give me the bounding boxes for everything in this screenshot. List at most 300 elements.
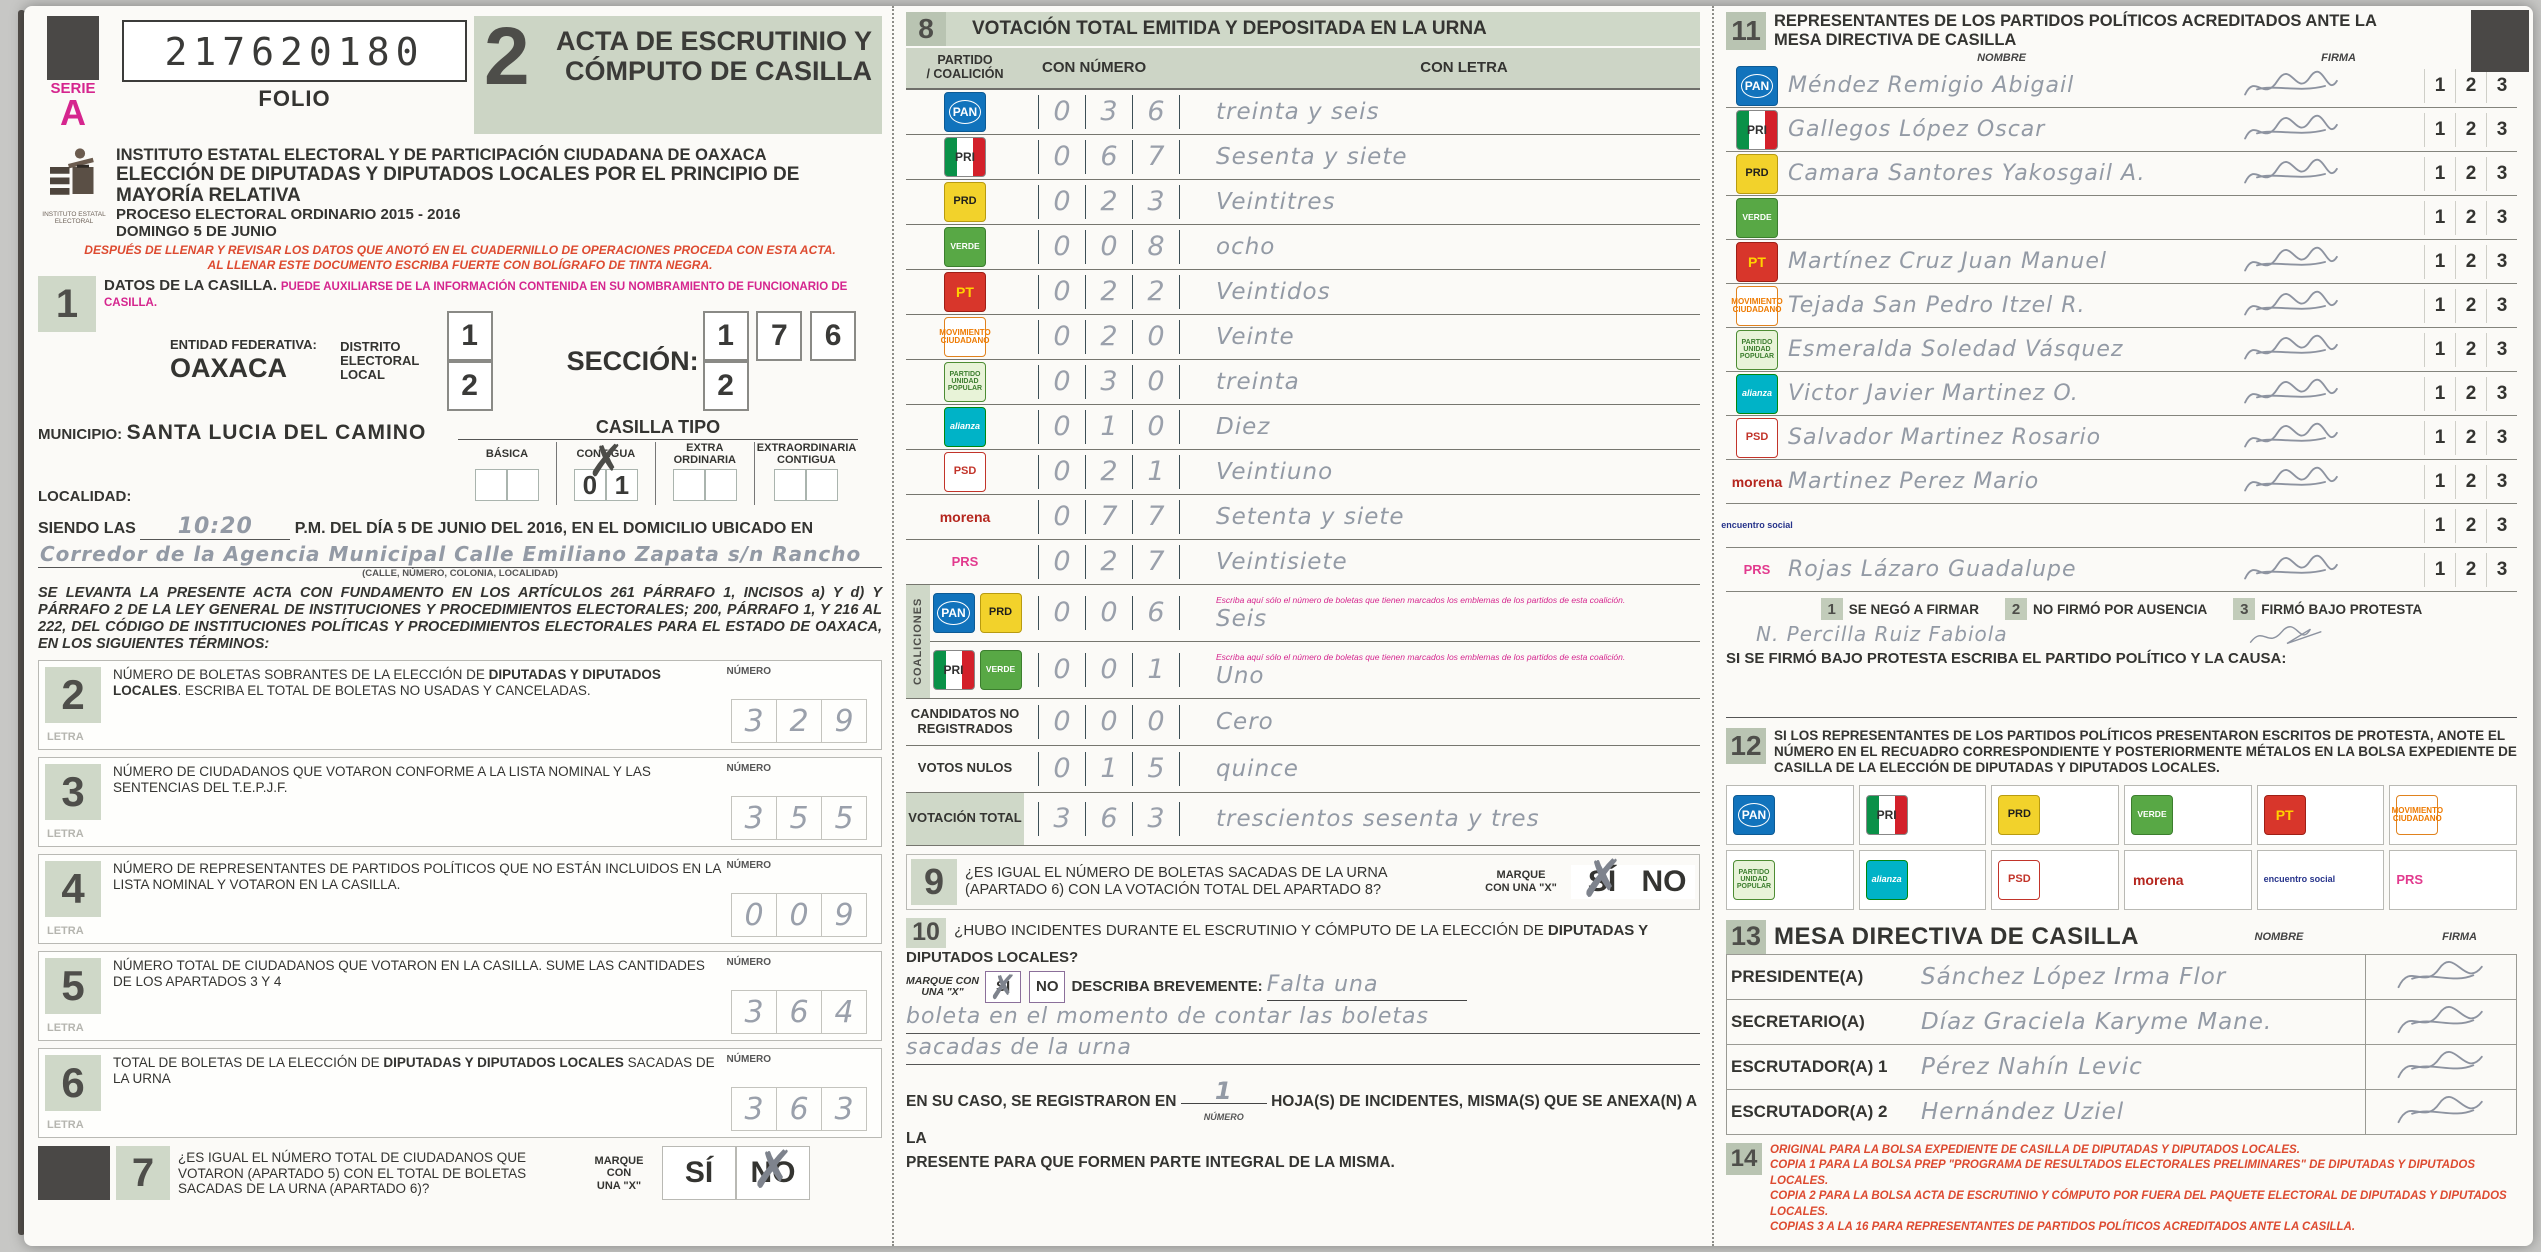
vote-digit: 7: [1133, 545, 1180, 579]
count-section: [38, 757, 882, 847]
section9-number: 9: [911, 859, 957, 905]
signature: [2216, 421, 2366, 455]
party-logo-icon: [1998, 860, 2040, 900]
mark-1: 1: [2424, 113, 2455, 147]
incident-handwritten-3: sacadas de la urna: [906, 1035, 1132, 1061]
count-digit: 0: [731, 893, 777, 937]
vote-in-words: Veintidos: [1216, 278, 1331, 305]
vote-digit: 0: [1038, 705, 1086, 739]
party-logo-label: PAN: [937, 601, 969, 625]
signature: [2216, 509, 2366, 543]
vote-in-words: Veinte: [1216, 323, 1295, 350]
institute-logo: [38, 146, 110, 240]
letra-label: LETRA: [47, 1119, 84, 1132]
signature: [2216, 113, 2366, 147]
total-votes-label: VOTACIÓN TOTAL: [906, 793, 1024, 845]
representative-row: [1726, 196, 2517, 240]
mark-1: 1: [2424, 553, 2455, 587]
coalition-logos: [930, 593, 1024, 633]
section1-titleline: [104, 277, 882, 411]
count-section-text: [113, 958, 721, 989]
count-digit: 3: [731, 990, 777, 1034]
casilla-tipo-cells: [757, 469, 856, 501]
mark-cells: [2366, 553, 2517, 587]
party-logo-label: PRD: [953, 195, 977, 207]
vote-digit: 1: [1086, 752, 1133, 786]
municipio-tipo-row: [38, 417, 882, 506]
party-logo-cell: [1726, 330, 1788, 370]
official-name: Pérez Nahín Levic: [1921, 1053, 2143, 1080]
mark-cells: [2366, 289, 2517, 323]
representative-row: [1726, 416, 2517, 460]
count-text-part: SACADAS DE LA URNA: [113, 1055, 715, 1086]
section12: [1726, 728, 2517, 910]
party-logo-label: alianza: [949, 421, 980, 431]
party-logo-label: encuentro social: [1721, 520, 1793, 530]
fill-instructions-line1: DESPUÉS DE LLENAR Y REVISAR LOS DATOS QUE ANOTÓ EN EL CUADERNILLO DE OPERACIONES PROCEDA CON ESTA ACTA.: [84, 243, 836, 258]
protest-party-boxes: [1726, 785, 2517, 910]
casilla-tipo-options: [458, 442, 858, 505]
signature-scribble-icon: [2231, 553, 2351, 587]
serie-block: [38, 16, 108, 133]
marque-word: MARQUE: [594, 1155, 644, 1168]
seccion-digit: 6: [810, 311, 856, 361]
mark-cells: [2366, 509, 2517, 543]
mark-1: 1: [2424, 289, 2455, 323]
mark-3: 3: [2486, 289, 2517, 323]
section12-number: 12: [1726, 728, 1766, 764]
count-digit: 5: [822, 796, 867, 840]
party-vote-row: [906, 540, 1700, 585]
party-logo-label: PAN: [1738, 803, 1770, 827]
casilla-tipo-label: BÁSICA: [485, 448, 529, 461]
party-logo-cell: [906, 272, 1024, 312]
vote-digit: 7: [1133, 500, 1180, 534]
count-section-text: [113, 764, 721, 795]
representative-row: [1726, 548, 2517, 592]
party-logo-icon: [1731, 286, 1783, 326]
representative-name: Esmeralda Soledad Vásquez: [1788, 337, 2124, 362]
legend-number: 2: [2005, 598, 2027, 620]
count-section: [38, 1048, 882, 1138]
party-logo-cell: [906, 137, 1024, 177]
mark-3: 3: [2486, 553, 2517, 587]
coalition-hint: Escriba aquí sólo el número de boletas que tienen marcados los emblemas de los partidos de esta coalición.: [1216, 594, 1626, 605]
protest-party-box: [1726, 850, 1854, 910]
mark-2: 2: [2455, 245, 2486, 279]
count-section-text: [113, 1055, 721, 1086]
section1-header: [38, 276, 882, 411]
casilla-tipo-digit: [507, 469, 539, 501]
null-votes-label: VOTOS NULOS: [917, 760, 1013, 776]
casilla-tipo-cells: [658, 469, 752, 501]
coalition-letra-cell: [1210, 651, 1700, 689]
left-column: [24, 6, 892, 1246]
mark-cells: [2366, 245, 2517, 279]
representative-row: [1726, 108, 2517, 152]
party-logo-label: PSD: [953, 465, 977, 477]
vote-in-words: Veintisiete: [1216, 548, 1348, 575]
mark-3: 3: [2486, 421, 2517, 455]
party-logo-label: encuentro social: [2263, 874, 2336, 885]
vote-digit: 6: [1086, 140, 1133, 174]
seccion-digit: 7: [756, 311, 802, 361]
party-logo-icon: [1730, 462, 1785, 502]
representative-row: [1726, 284, 2517, 328]
casilla-tipo-digit: [673, 469, 705, 501]
letra-label: LETRA: [47, 925, 84, 938]
signature: [2216, 465, 2366, 499]
vote-digits: [1024, 95, 1210, 129]
party-vote-row: [906, 360, 1700, 405]
mark-3: 3: [2486, 377, 2517, 411]
vote-digit: 2: [1086, 275, 1133, 309]
protest-rule: [1726, 717, 2517, 718]
official-role: SECRETARIO(A): [1731, 1011, 1865, 1031]
party-logo-label: PRD: [1745, 167, 1769, 179]
legend-item: [2005, 598, 2207, 620]
signature: [2365, 955, 2516, 999]
official-row: [1726, 954, 2517, 1000]
signature-scribble-icon: [2231, 289, 2351, 323]
institute-name: INSTITUTO ESTATAL ELECTORAL Y DE PARTICIPACIÓN CIUDADANA DE OAXACA: [116, 146, 767, 164]
letra-label: LETRA: [47, 731, 84, 744]
col-party-header: [906, 48, 1024, 88]
mark-2: 2: [2455, 421, 2486, 455]
fill-instructions: [38, 243, 882, 273]
legal-paragraph: SE LEVANTA LA PRESENTE ACTA CON FUNDAMENTO EN LOS ARTÍCULOS 261 PÁRRAFO 1, INCISOS a) Y d) Y PÁRRAFO 2 DE LA LEY GENERAL DE INSTITUCIONES Y PROCEDIMIENTOS ELECTORALES; 200, PÁRRAFO 1, Y 216 AL 222, DEL CÓDIGO DE INSTITUCIONES POLÍTICAS Y PROCEDIMIENTOS ELECTORALES PARA EL ESTADO DE OAXACA, EN LOS SIGUIENTES TÉRMINOS:: [38, 585, 882, 653]
count-digit: 9: [822, 893, 867, 937]
party-logo-label: PARTIDO UNIDAD POPULAR: [1736, 869, 1772, 891]
party-logo-label: morena: [1731, 473, 1783, 490]
party-logo-icon: [1866, 860, 1908, 900]
party-logo-icon: [2264, 795, 2306, 835]
representative-name: Gallegos López Oscar: [1788, 117, 2046, 142]
mark-1: 1: [2424, 333, 2455, 367]
institute-logo-caption: INSTITUTO ESTATAL ELECTORAL: [42, 211, 106, 226]
municipio-value: SANTA LUCIA DEL CAMINO: [126, 421, 427, 445]
institute-block: [38, 146, 882, 240]
count-digit: 0: [777, 893, 822, 937]
party-logo-label: PRD: [988, 606, 1013, 618]
casilla-tipo-digit: [774, 469, 806, 501]
vote-in-words: Veintitres: [1216, 188, 1336, 215]
party-logo-icon: [2391, 795, 2444, 835]
count-section: [38, 660, 882, 750]
party-logo-cell: [1721, 506, 1793, 546]
numero-label: NÚMERO: [726, 860, 771, 872]
signature-scribble-icon: [2231, 333, 2351, 367]
fill-instructions-line2: AL LLENAR ESTE DOCUMENTO ESCRIBA FUERTE CON BOLÍGRAFO DE TINTA NEGRA.: [207, 258, 713, 273]
vote-digit: 7: [1133, 140, 1180, 174]
coalitions-label: COALICIONES: [906, 585, 930, 698]
party-logo-icon: [944, 182, 986, 222]
entidad-value: OAXACA: [170, 352, 288, 383]
casilla-tipo-option: [755, 442, 858, 505]
party-logo-icon: [1736, 242, 1778, 282]
letra-label: LETRA: [47, 1022, 84, 1035]
protest-label: SI SE FIRMÓ BAJO PROTESTA ESCRIBA EL PARTIDO POLÍTICO Y LA CAUSA:: [1726, 650, 2287, 667]
note-post: HOJA(S) DE INCIDENTES, MISMA(S) QUE SE ANEXA(N) A LA: [906, 1093, 1697, 1148]
section7: [38, 1146, 882, 1200]
vote-digit: 0: [1133, 705, 1180, 739]
mark-cells: [2366, 421, 2517, 455]
mark-cells: [2366, 69, 2517, 103]
official-role: PRESIDENTE(A): [1731, 966, 1864, 986]
section1-title: DATOS DE LA CASILLA.: [104, 277, 278, 295]
count-digit-cells: [731, 699, 867, 743]
mark-cells: [2366, 201, 2517, 235]
section11-title: REPRESENTANTES DE LOS PARTIDOS POLÍTICOS ACREDITADOS ANTE LA MESA DIRECTIVA DE CASILLA: [1774, 12, 2377, 49]
sheets-count: [1181, 1079, 1267, 1127]
representative-row: [1726, 64, 2517, 108]
representative-name: Tejada San Pedro Itzel R.: [1788, 293, 2086, 318]
section11-header: [1726, 12, 2517, 50]
signature: [2216, 245, 2366, 279]
vote-digit: 0: [1038, 185, 1086, 219]
count-section-number: 6: [45, 1055, 101, 1111]
party-vote-row: [906, 225, 1700, 270]
legend-text: SE NEGÓ A FIRMAR: [1848, 601, 1979, 617]
party-logo-label: PRS: [2396, 872, 2424, 888]
count-section-number: 4: [45, 861, 101, 917]
vote-in-words: Diez: [1216, 413, 1271, 440]
numero-label: NÚMERO: [726, 666, 771, 678]
vote-digit: 0: [1038, 230, 1086, 264]
party-logo-label: MOVIMIENTO CIUDADANO: [1731, 296, 1783, 314]
count-text-part: NÚMERO TOTAL DE CIUDADANOS QUE VOTARON EN LA CASILLA. SUME LAS CANTIDADES DE LOS APARTADOS 3 Y 4: [113, 958, 705, 989]
section11-number: 11: [1726, 12, 1766, 50]
vote-digit: 8: [1133, 230, 1180, 264]
no-cell-marked: NO ✗: [736, 1146, 810, 1200]
nombre-label: NOMBRE: [1977, 52, 2026, 64]
acta-title-box: [474, 11, 882, 134]
count-digit: 5: [777, 796, 822, 840]
party-logo-cell: [906, 92, 1024, 132]
signature-scribble-icon: [2231, 245, 2351, 279]
distribution-note-line: COPIA 1 PARA LA BOLSA PREP "PROGRAMA DE RESULTADOS ELECTORALES PRELIMINARES" DE DIPUTADAS Y DIPUTADOS LOCALES.: [1770, 1159, 2476, 1187]
numero-label: NÚMERO: [726, 1054, 771, 1066]
count-text-part: NÚMERO DE CIUDADANOS QUE VOTARON CONFORME A LA LISTA NOMINAL Y LAS SENTENCIAS DEL T.E.P.J.F.: [113, 764, 651, 795]
process-line: PROCESO ELECTORAL ORDINARIO 2015 - 2016: [116, 206, 461, 224]
marque-word: UNA "X": [596, 1179, 642, 1192]
legend-number: 1: [1821, 598, 1843, 620]
protest-party-box: [1859, 850, 1987, 910]
address-handwritten: Corredor de la Agencia Municipal Calle Emiliano Zapata s/n Rancho: [40, 542, 862, 567]
protest-party-box: [1991, 785, 2119, 845]
vote-digit: 0: [1038, 545, 1086, 579]
official-name: Sánchez López Irma Flor: [1921, 963, 2227, 990]
total-votes-row: [906, 793, 1700, 846]
casilla-tipo-block: [458, 417, 858, 506]
mark-cells: [2366, 113, 2517, 147]
col-party-line2: / COALICIÓN: [926, 66, 1004, 81]
party-logo-label: PSD: [1745, 431, 1769, 443]
casilla-tipo-label: EXTRA ORDINARIA: [673, 442, 736, 467]
marque-word: MARQUE: [1496, 869, 1546, 882]
count-section-text: [113, 861, 721, 892]
vote-in-words: Sesenta y siete: [1216, 143, 1408, 170]
party-logo-label: VERDE: [1742, 212, 1772, 223]
party-logo-icon: [2264, 860, 2336, 900]
signature: [2216, 69, 2366, 103]
casilla-tipo-option: [656, 442, 755, 505]
party-logo-label: VERDE: [985, 664, 1016, 675]
party-logo-label: PRI: [954, 149, 975, 164]
party-vote-row: [906, 315, 1700, 360]
count-text-bold: DIPUTADAS Y DIPUTADOS LOCALES: [113, 667, 661, 698]
representative-row: [1726, 328, 2517, 372]
vote-digits: [1024, 705, 1210, 739]
incident-handwritten-1: Falta una: [1267, 971, 1467, 1001]
party-logo-label: MOVIMIENTO CIUDADANO: [2391, 805, 2444, 823]
party-logo-label: morena: [939, 508, 991, 525]
signature-scribble-icon: [2231, 69, 2351, 103]
signature: [2216, 201, 2366, 235]
vote-digit: 3: [1133, 185, 1180, 219]
section8-number: 8: [906, 12, 946, 46]
incident-handwritten-2: boleta en el momento de contar las boletas: [906, 1004, 1429, 1030]
section7-number: 7: [116, 1146, 170, 1200]
vote-digits: [1024, 320, 1210, 354]
signature-scribble-icon: [2231, 421, 2351, 455]
signature-scribble-icon: [2386, 1095, 2496, 1129]
serie-label: SERIE: [50, 80, 96, 97]
section14: [1726, 1143, 2517, 1236]
casilla-tipo-digit: [705, 469, 737, 501]
coalition-letra-cell: [1210, 594, 1700, 632]
mark-2: 2: [2455, 157, 2486, 191]
count-digit: 3: [731, 699, 777, 743]
representative-name: Martínez Cruz Juan Manuel: [1788, 249, 2108, 274]
party-logo-label: alianza: [1871, 874, 1902, 885]
note-pre: EN SU CASO, SE REGISTRARON EN: [906, 1093, 1177, 1111]
party-logo-icon: [1721, 506, 1793, 546]
vote-in-words: Veintiuno: [1216, 458, 1334, 485]
party-logo-label: PRI: [1876, 807, 1897, 822]
vote-digit: 0: [1038, 500, 1086, 534]
coalitions-block: [906, 585, 1700, 699]
mark-3: 3: [2486, 245, 2517, 279]
party-logo-cell: [1726, 374, 1788, 414]
count-section-number: 3: [45, 764, 101, 820]
vote-digit: 0: [1038, 95, 1086, 129]
letra-label: LETRA: [47, 828, 84, 841]
party-logo-icon: [938, 497, 993, 537]
signature-scribble-icon: [2231, 157, 2351, 191]
vote-digit: 6: [1133, 95, 1180, 129]
marque-label: [906, 976, 979, 998]
count-section: [38, 951, 882, 1041]
signature: [2216, 333, 2366, 367]
count-digit-cells: [731, 990, 867, 1034]
numero-label: NÚMERO: [726, 763, 771, 775]
section8-title: VOTACIÓN TOTAL EMITIDA Y DEPOSITADA EN LA URNA: [972, 18, 1487, 39]
scan-corner-block: [2471, 10, 2529, 72]
scan-corner-block: [47, 16, 99, 80]
signature-scribble-icon: [2386, 1005, 2496, 1039]
protest-party-box: [2257, 785, 2385, 845]
party-logo-label: alianza: [1741, 388, 1772, 398]
casilla-tipo-cells: [559, 469, 653, 501]
party-logo-cell: [1726, 242, 1788, 282]
signature: [2365, 1090, 2516, 1134]
party-vote-rows: [906, 90, 1700, 585]
protest-handwritten: [1756, 622, 2517, 648]
vote-digit: 6: [1133, 596, 1180, 630]
count-digit: 4: [822, 990, 867, 1034]
party-logo-icon: [980, 650, 1022, 690]
section13: [1726, 920, 2517, 1135]
vote-digits: [1024, 802, 1210, 836]
marque-word: CON UNA "X": [1485, 881, 1557, 894]
section8-titlebar: [906, 12, 1700, 46]
party-logo-cell: [1726, 550, 1788, 590]
casilla-tipo-cells: [460, 469, 554, 501]
localidad-label: LOCALIDAD:: [38, 488, 132, 506]
section10-question-bold: DIPUTADAS Y DIPUTADOS LOCALES?: [906, 921, 1648, 966]
marque-label: [1471, 869, 1571, 893]
signature-scribble-icon: [2386, 1050, 2496, 1084]
casilla-tipo-digit: 1: [606, 469, 638, 501]
no-registered-label: CANDIDATOS NO REGISTRADOS: [910, 706, 1020, 736]
vote-digits: [1024, 275, 1210, 309]
party-logo-icon: [1736, 110, 1778, 150]
vote-in-words: Setenta y siete: [1216, 503, 1405, 530]
party-logo-cell: [906, 362, 1024, 402]
no-registered-row: [906, 699, 1700, 746]
vote-digit: 0: [1133, 410, 1180, 444]
official-name: Hernández Uziel: [1921, 1098, 2125, 1125]
mark-cells: [2366, 333, 2517, 367]
describe-label: DESCRIBA BREVEMENTE:: [1071, 978, 1263, 995]
party-logo-icon: [2396, 860, 2423, 900]
signature: [2216, 377, 2366, 411]
casilla-fields: [170, 311, 882, 411]
acta-number: 2: [484, 11, 530, 102]
party-logo-icon: [944, 407, 986, 447]
mark-3: 3: [2486, 333, 2517, 367]
vote-digit: 2: [1086, 455, 1133, 489]
count-digit: 6: [777, 990, 822, 1034]
official-row: [1726, 1045, 2517, 1090]
party-logo-icon: [944, 362, 986, 402]
count-text-part: TOTAL DE BOLETAS DE LA ELECCIÓN DE: [113, 1055, 384, 1071]
col-party-line1: PARTIDO: [937, 53, 993, 67]
vote-digits: [1024, 500, 1210, 534]
vote-digit: 1: [1133, 653, 1180, 687]
vote-digit: 0: [1038, 752, 1086, 786]
vote-digit: 1: [1086, 410, 1133, 444]
party-logo-icon: [944, 92, 986, 132]
representative-name: Rojas Lázaro Guadalupe: [1788, 557, 2077, 582]
party-logo-label: MOVIMIENTO CIUDADANO: [939, 327, 991, 345]
vote-digit: 3: [1086, 365, 1133, 399]
form-header: [38, 11, 882, 142]
official-rows: [1726, 954, 2517, 1135]
representative-rows: [1721, 64, 2517, 592]
institute-text: [110, 146, 882, 240]
casilla-tipo-label: CONTIGUA: [576, 448, 636, 461]
protest-handwritten-text: N. Percilla Ruiz Fabiola: [1756, 622, 2008, 646]
vote-digits: [1024, 455, 1210, 489]
mark-1: 1: [2424, 421, 2455, 455]
party-logo-label: PAN: [949, 100, 981, 124]
section13-number: 13: [1726, 920, 1766, 954]
mark-2: 2: [2455, 333, 2486, 367]
party-vote-row: [906, 495, 1700, 540]
party-logo-cell: [906, 227, 1024, 267]
